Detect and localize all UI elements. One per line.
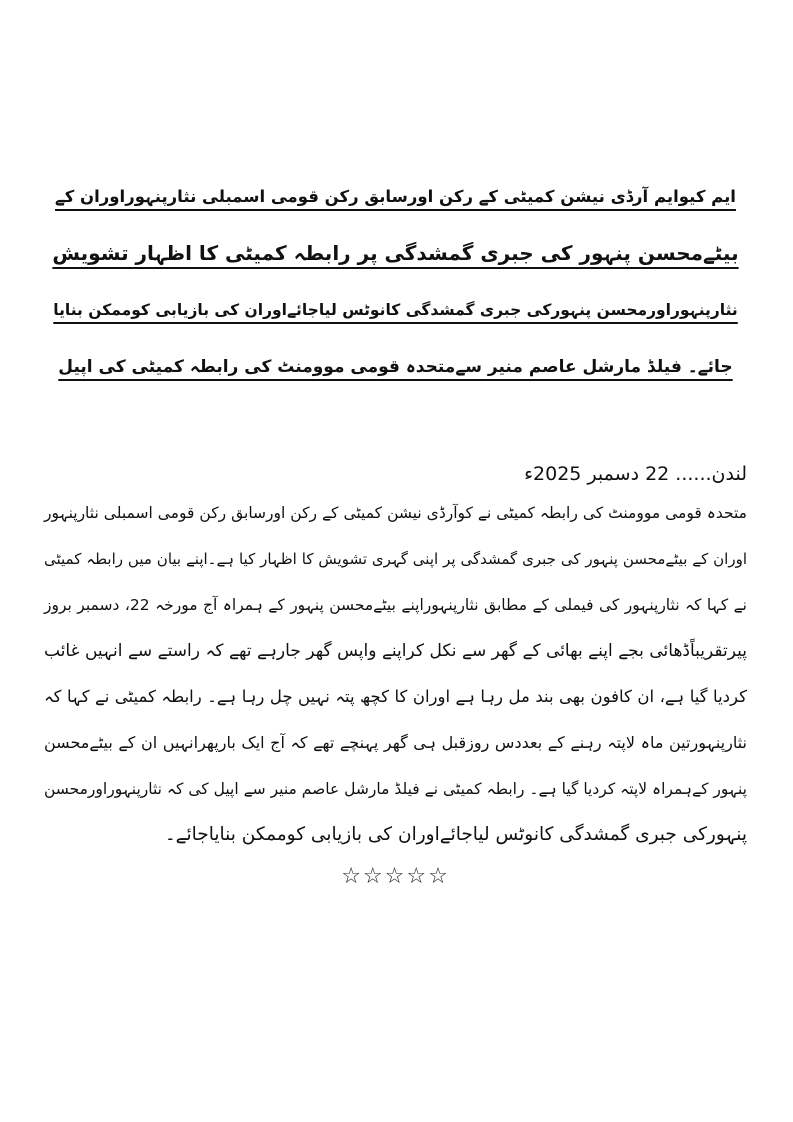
headline — [51, 168, 741, 396]
body-line-7: پنہور کےہمراہ لاپتہ کردیا گیا ہے۔ رابطہ کمیٹی نے فیلڈ مارشل عاصم منیر سے اپیل کی کہ نثارپنہوراورمحسن — [44, 780, 747, 798]
headline-line-2: بیٹےمحسن پنہور کی جبری گمشدگی پر رابطہ کمیٹی کا اظہار تشویش — [52, 241, 739, 265]
dateline: لندن...... 22 دسمبر 2025ء — [524, 463, 747, 485]
headline-line-4: جائے۔ فیلڈ مارشل عاصم منیر سےمتحدہ قومی موومنٹ کی رابطہ کمیٹی کی اپیل — [58, 357, 733, 377]
body-line-8: پنہورکی جبری گمشدگی کانوٹس لیاجائےاوران کی بازیابی کوممکن بنایاجائے۔ — [164, 824, 747, 845]
body-line-4: پیرتقریباًڈھائی بجے اپنے بھائی کے گھر سے نکل کراپنے واپس گھر جارہے تھے کہ راستے سے انہیں غائب — [44, 641, 747, 661]
headline-line-3: نثارپنہوراورمحسن پنہورکی جبری گمشدگی کانوٹس لیاجائےاوران کی بازیابی کوممکن بنایا — [53, 301, 738, 319]
body-line-2: اوران کے بیٹےمحسن پنہور کی جبری گمشدگی پر اپنی گہری تشویش کا اظہار کیا ہے۔اپنے بیان میں رابطہ کمیٹی — [44, 550, 747, 568]
end-star-icons: ☆☆☆☆☆ — [341, 864, 450, 889]
body-line-6: نثارپنہورتین ماہ لاپتہ رہنے کے بعددس روزقبل ہی گھر پہنچے تھے کہ آج ایک بارپھرانہیں ان کے بیٹےمحسن — [44, 733, 747, 752]
body-text — [44, 490, 747, 858]
body-line-5: کردیا گیا ہے، ان کافون بھی بند مل رہا ہے اوران کا کچھ پتہ نہیں چل رہا ہے۔ رابطہ کمیٹی نے کہا کہ — [44, 687, 747, 706]
headline-line-1: ایم کیوایم آرڈی نیشن کمیٹی کے رکن اورسابق رکن قومی اسمبلی نثارپنہوراوران کے — [55, 187, 736, 206]
body-line-1: متحدہ قومی موومنٹ کی رابطہ کمیٹی نے کوآرڈی نیشن کمیٹی کے رکن اورسابق رکن قومی اسمبلی نثارپنہور — [44, 504, 747, 522]
body-line-3: نے کہا کہ نثارپنہور کی فیملی کے مطابق نثارپنہوراپنے بیٹےمحسن پنہور کے ہمراہ آج مورخہ 22، دسمبر بروز — [44, 596, 747, 614]
